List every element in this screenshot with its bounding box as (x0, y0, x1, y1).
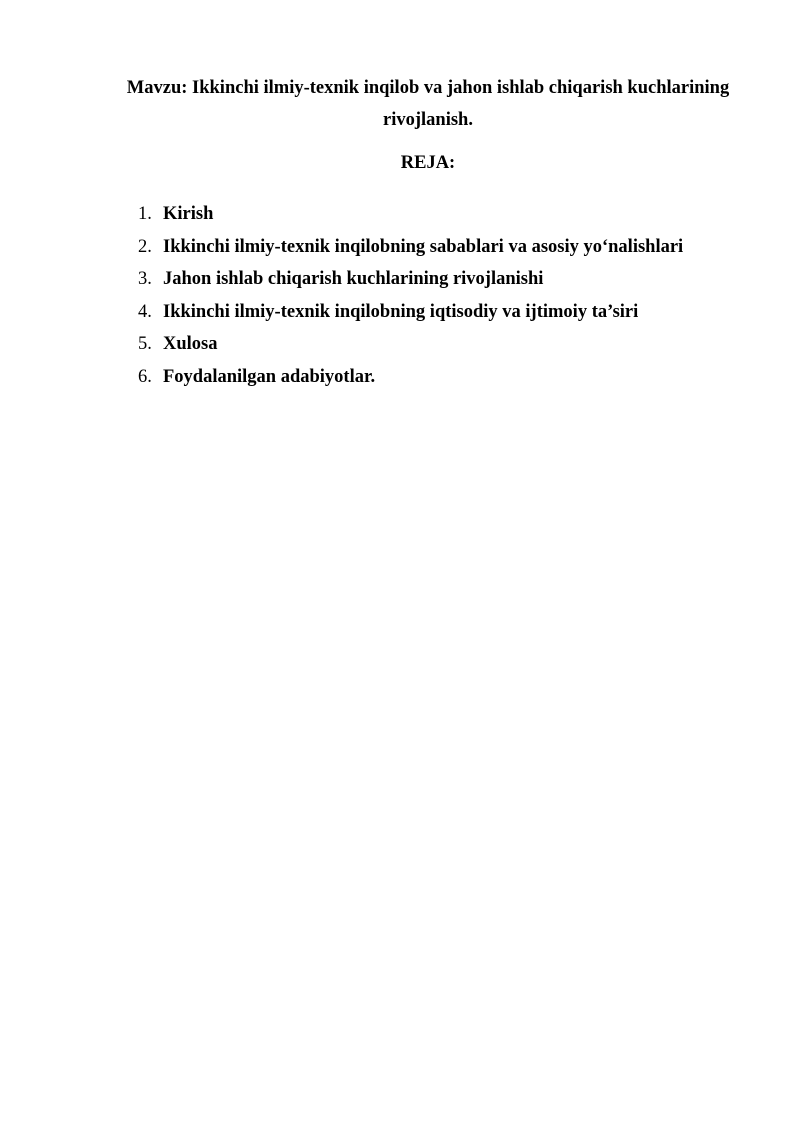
plan-item (138, 298, 683, 331)
plan-item-text: Ikkinchi ilmiy-texnik inqilobning sabablari va asosiy yo‘nalishlari (163, 236, 684, 257)
plan-item (138, 363, 683, 396)
plan-item (138, 200, 683, 233)
plan-item-number: 4. (138, 301, 152, 322)
plan-item (138, 265, 683, 298)
plan-item-text: Foydalanilgan adabiyotlar. (163, 366, 376, 387)
plan-item-number: 2. (138, 236, 152, 257)
plan-item-number: 1. (138, 204, 152, 224)
plan-item-text: Jahon ishlab chiqarish kuchlarining rivojlanishi (163, 269, 544, 290)
plan-list (138, 200, 683, 396)
plan-item (138, 330, 683, 363)
plan-item-text: Xulosa (163, 334, 218, 355)
plan-item-number: 3. (138, 269, 152, 290)
plan-item-number: 5. (138, 334, 152, 355)
plan-heading: REJA: (400, 153, 456, 173)
document-title: Mavzu: Ikkinchi ilmiy-texnik inqilob va jahon ishlab chiqarish kuchlarining rivojlanish. (126, 78, 730, 130)
plan-item-text: Ikkinchi ilmiy-texnik inqilobning iqtisodiy va ijtimoiy ta’siri (163, 301, 639, 322)
plan-item (138, 233, 683, 266)
plan-item-number: 6. (138, 366, 152, 387)
plan-item-text: Kirish (163, 204, 214, 224)
